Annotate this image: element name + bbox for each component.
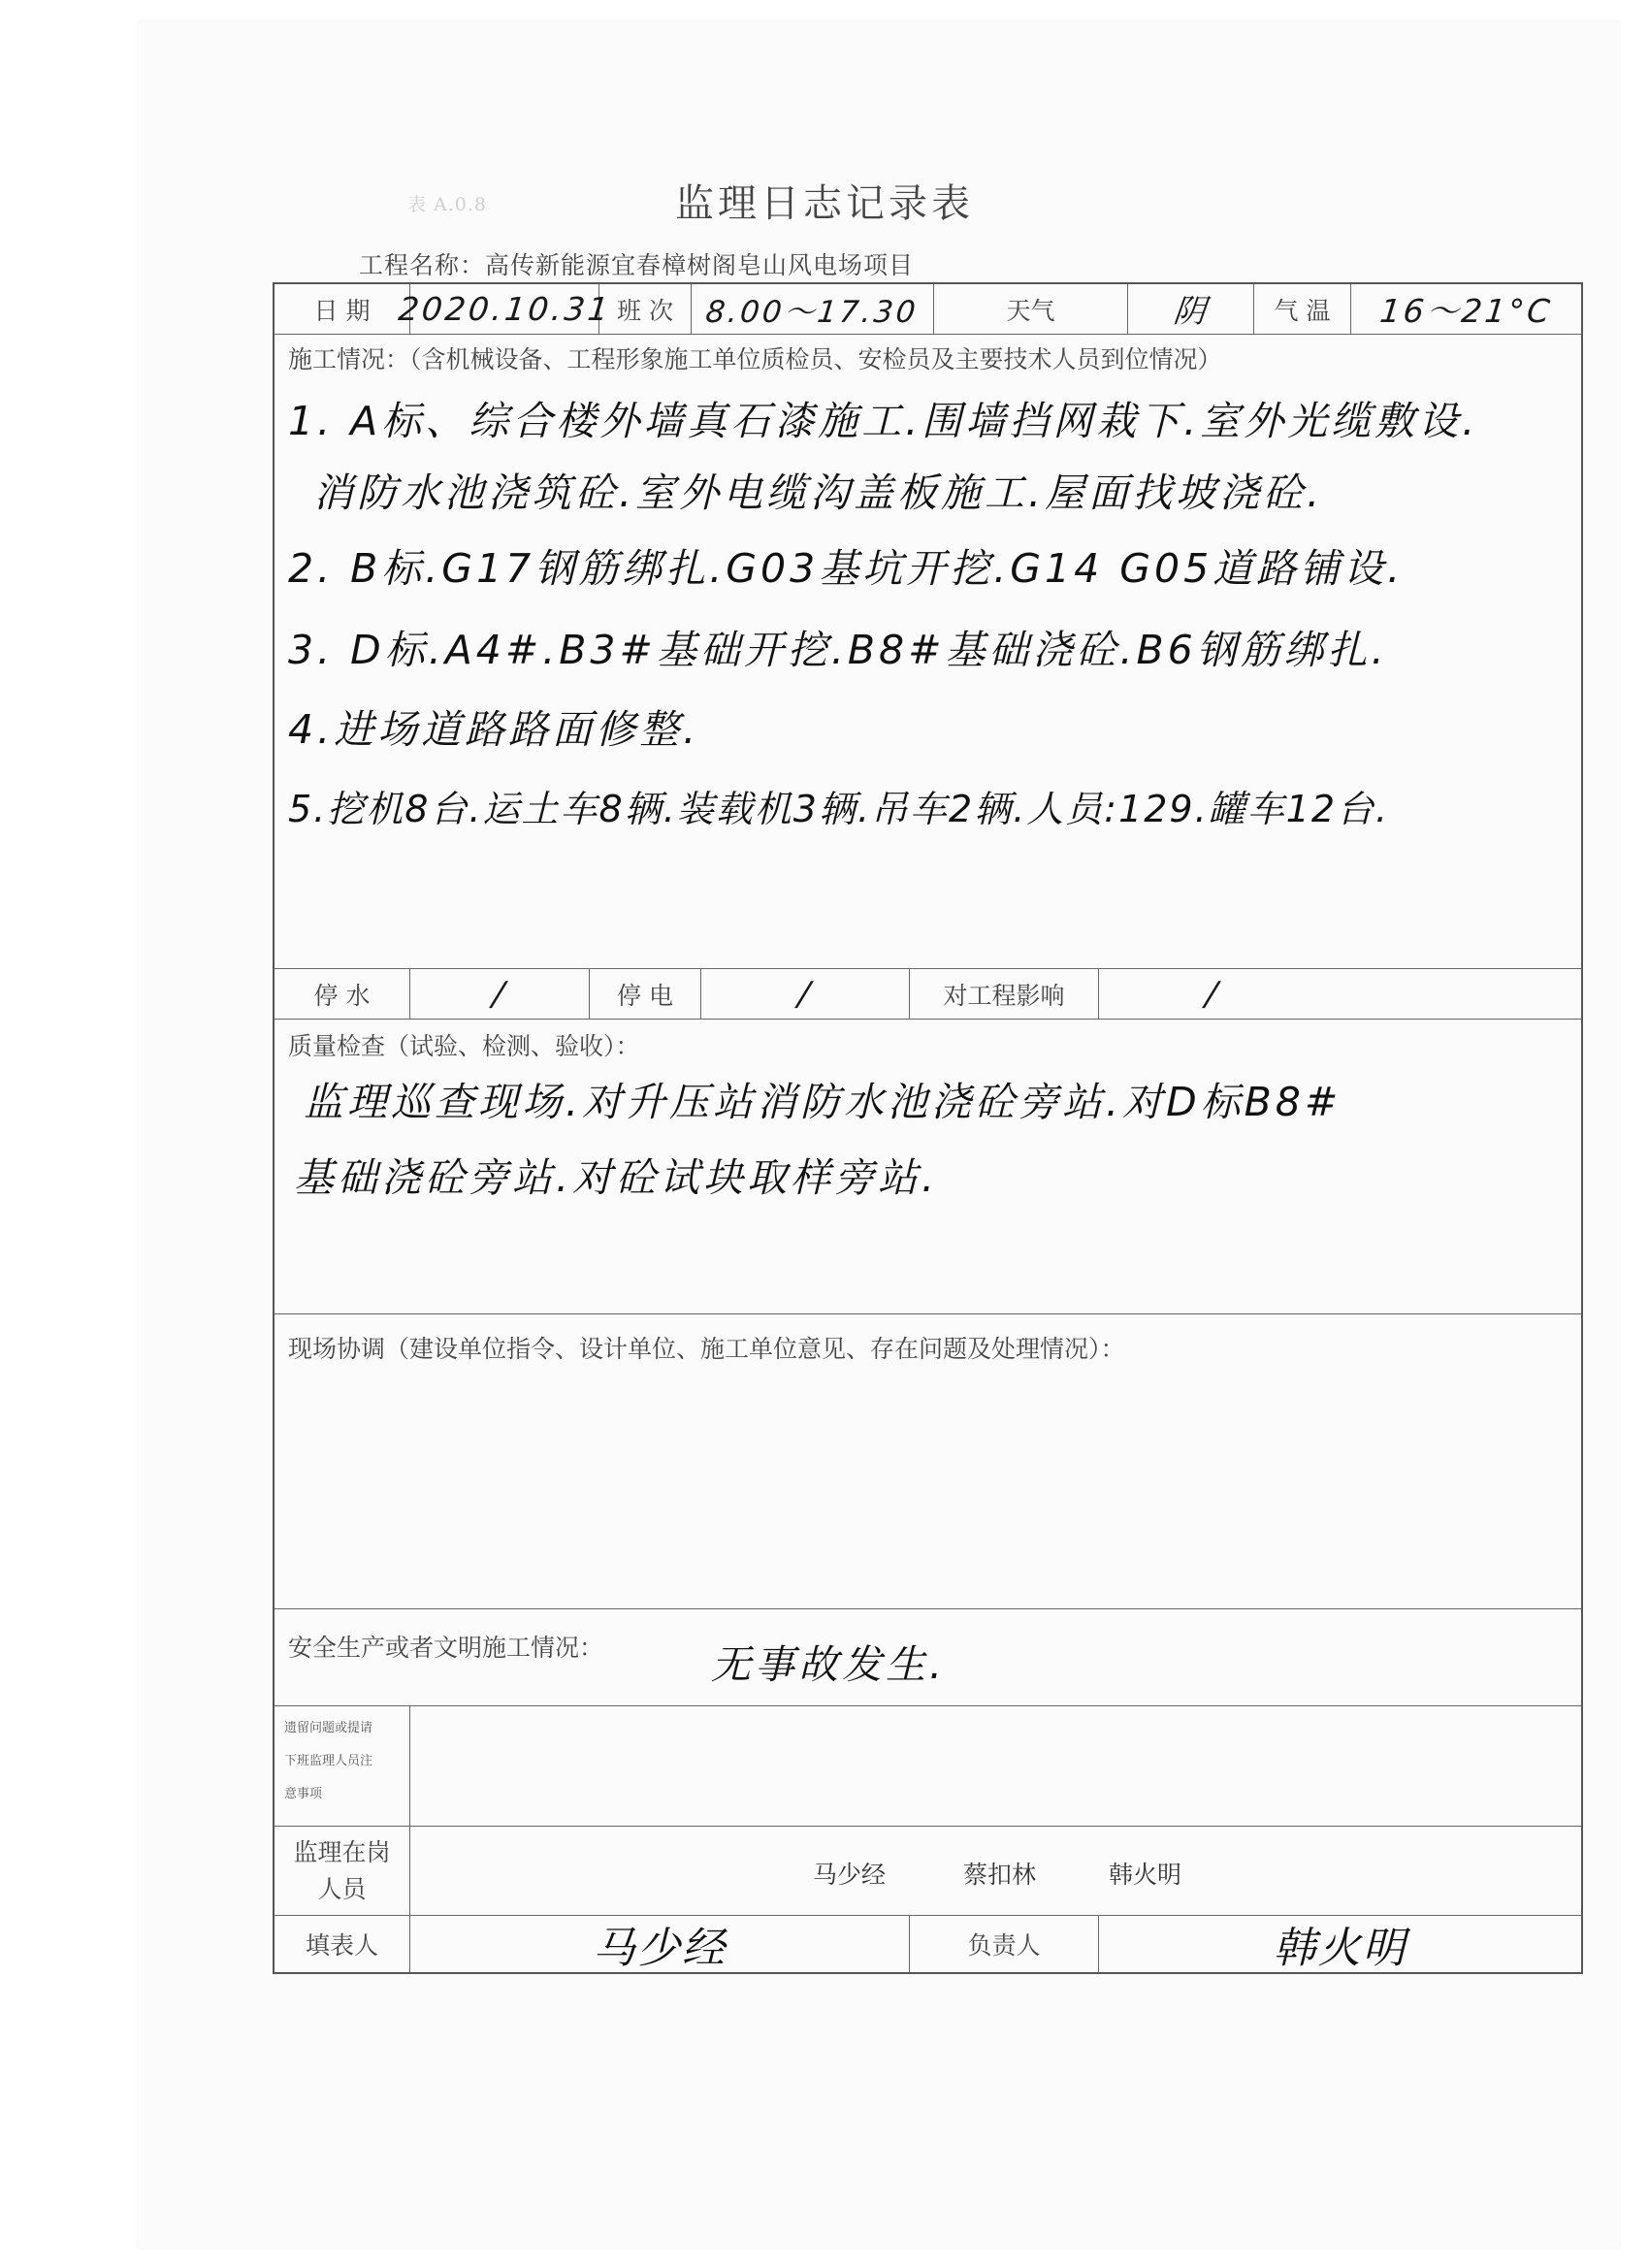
log-table: [273, 282, 1583, 1974]
power-value-cell: [701, 969, 910, 1019]
page-title: 监理日志记录表: [675, 181, 974, 226]
coordination-label: 现场协调（建设单位指令、设计单位、施工单位意见、存在问题及处理情况）：: [288, 1335, 1125, 1363]
handover-label-cell: [275, 1706, 410, 1826]
filler-label: 填表人: [275, 1916, 410, 1972]
temp-value: 16～21°C: [1377, 292, 1555, 330]
temp-value-cell: [1351, 284, 1581, 334]
responsible-signature-cell: [1099, 1916, 1581, 1972]
quality-line-2: 基础浇砼旁站.对砼试块取样旁站.: [294, 1154, 939, 1201]
construction-section: [275, 335, 1581, 969]
quality-section: [275, 1020, 1581, 1314]
safety-value: 无事故发生.: [711, 1641, 947, 1688]
filler-signature-cell: [410, 1916, 910, 1972]
impact-label: 对工程影响: [910, 969, 1099, 1019]
construction-line-2: 消防水池浇筑砼.室外电缆沟盖板施工.屋面找坡浇砼.: [313, 470, 1324, 516]
handover-section: [275, 1706, 1581, 1827]
signoff-row: [275, 1916, 1581, 1972]
quality-line-1: 监理巡查现场.对升压站消防水池浇砼旁站.对D标B8#: [304, 1079, 1342, 1125]
handover-label-3: 意事项: [284, 1787, 323, 1801]
construction-label: 施工情况：（含机械设备、工程形象施工单位质检员、安检员及主要技术人员到位情况）: [288, 345, 1222, 373]
weather-value-cell: [1128, 284, 1254, 334]
project-label: 工程名称：: [359, 251, 486, 279]
weather-label: 天气: [934, 284, 1128, 334]
project-name: 高传新能源宜春樟树阁皂山风电场项目: [485, 251, 915, 279]
construction-line-3: 2. B标.G17钢筋绑扎.G03基坑开挖.G14 G05道路铺设.: [288, 545, 1405, 592]
construction-line-4: 3. D标.A4#.B3#基础开挖.B8#基础浇砼.B6钢筋绑扎.: [288, 627, 1388, 673]
safety-section: [275, 1609, 1581, 1706]
on-duty-label-1: 监理在岗: [293, 1837, 391, 1866]
date-value: 2020.10.31: [396, 290, 613, 328]
construction-line-6: 5.挖机8台.运土车8辆.装载机3辆.吊车2辆.人员:129.罐车12台.: [288, 788, 1390, 830]
weather-value: 阴: [1171, 292, 1211, 330]
impact-value: /: [1203, 974, 1222, 1014]
responsible-label: 负责人: [910, 1916, 1099, 1972]
responsible-signature: 韩火明: [1273, 1924, 1407, 1973]
form-code: 表 A.0.8: [407, 194, 488, 215]
shift-value: 8.00～17.30: [703, 295, 921, 330]
water-label: 停 水: [275, 969, 410, 1019]
filler-signature: 马少经: [593, 1924, 727, 1973]
water-value-cell: [410, 969, 590, 1019]
shift-label: 班 次: [599, 284, 692, 334]
date-value-cell: [396, 284, 613, 334]
on-duty-name-1: 马少经: [813, 1861, 887, 1889]
date-label: 日 期: [275, 284, 410, 334]
on-duty-row: [275, 1827, 1581, 1916]
on-duty-name-2: 蔡扣林: [963, 1861, 1037, 1889]
construction-line-1: 1. A标、综合楼外墙真石漆施工.围墙挡网栽下.室外光缆敷设.: [288, 398, 1479, 444]
water-value: /: [490, 974, 509, 1014]
utilities-row: [275, 969, 1581, 1020]
impact-value-cell: [1099, 969, 1581, 1019]
shift-value-cell: [692, 284, 934, 334]
project-line: [359, 246, 914, 281]
power-label: 停 电: [590, 969, 701, 1019]
on-duty-names: [275, 1827, 1581, 1915]
header-row: [275, 284, 1581, 335]
handover-label-2: 下班监理人员注: [284, 1754, 373, 1768]
on-duty-label-2: 人员: [317, 1874, 367, 1903]
coordination-section: [275, 1314, 1581, 1609]
power-value: /: [795, 974, 815, 1014]
safety-label: 安全生产或者文明施工情况：: [288, 1634, 604, 1662]
construction-line-5: 4.进场道路路面修整.: [288, 706, 700, 753]
temp-label: 气 温: [1254, 284, 1351, 334]
handover-label-1: 遗留问题或提请: [284, 1721, 373, 1735]
on-duty-name-3: 韩火明: [1109, 1861, 1182, 1889]
quality-label: 质量检查（试验、检测、验收）：: [288, 1032, 640, 1060]
